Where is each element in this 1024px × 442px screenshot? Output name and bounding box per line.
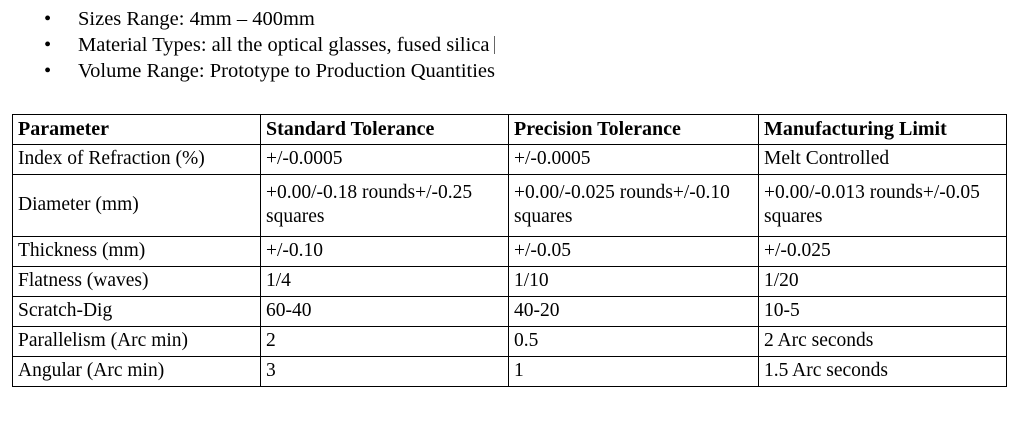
table-row	[13, 145, 1007, 175]
table-row	[13, 237, 1007, 267]
cell-limit: 10-5	[759, 297, 1007, 327]
bullet-icon: •	[44, 8, 52, 30]
text-cursor	[494, 36, 495, 54]
list-item-label: Material Types: all the optical glasses, fused silica	[78, 34, 490, 56]
table-row	[13, 327, 1007, 357]
cell-parameter: Diameter (mm)	[13, 175, 261, 237]
cell-standard: +0.00/-0.18 rounds+/-0.25 squares	[261, 175, 509, 237]
bullet-icon: •	[44, 34, 52, 56]
column-header-precision-tolerance: Precision Tolerance	[509, 115, 759, 145]
cell-precision: 40-20	[509, 297, 759, 327]
bullet-icon: •	[44, 60, 52, 82]
cell-standard: 60-40	[261, 297, 509, 327]
cell-precision: 1/10	[509, 267, 759, 297]
cell-standard: +/-0.10	[261, 237, 509, 267]
table-header-row	[13, 115, 1007, 145]
column-header-parameter: Parameter	[13, 115, 261, 145]
cell-standard: 1/4	[261, 267, 509, 297]
list-item	[0, 58, 1024, 84]
cell-parameter: Thickness (mm)	[13, 237, 261, 267]
cell-parameter: Angular (Arc min)	[13, 357, 261, 387]
cell-standard: +/-0.0005	[261, 145, 509, 175]
table-row	[13, 297, 1007, 327]
cell-limit: Melt Controlled	[759, 145, 1007, 175]
cell-standard: 3	[261, 357, 509, 387]
cell-parameter: Scratch-Dig	[13, 297, 261, 327]
cell-precision: +0.00/-0.025 rounds+/-0.10 squares	[509, 175, 759, 237]
cell-limit: 1/20	[759, 267, 1007, 297]
tolerance-table-container	[12, 114, 1006, 387]
cell-precision: 1	[509, 357, 759, 387]
column-header-standard-tolerance: Standard Tolerance	[261, 115, 509, 145]
cell-limit: 2 Arc seconds	[759, 327, 1007, 357]
list-item-label: Sizes Range: 4mm – 400mm	[78, 8, 315, 30]
specs-bullet-list	[0, 6, 1024, 84]
cell-limit: +/-0.025	[759, 237, 1007, 267]
table-row	[13, 357, 1007, 387]
cell-precision: +/-0.05	[509, 237, 759, 267]
list-item-label: Volume Range: Prototype to Production Quantities	[78, 60, 495, 82]
cell-parameter: Index of Refraction (%)	[13, 145, 261, 175]
list-item	[0, 32, 1024, 58]
column-header-manufacturing-limit: Manufacturing Limit	[759, 115, 1007, 145]
cell-standard: 2	[261, 327, 509, 357]
cell-parameter: Parallelism (Arc min)	[13, 327, 261, 357]
table-row	[13, 175, 1007, 237]
cell-precision: 0.5	[509, 327, 759, 357]
cell-parameter: Flatness (waves)	[13, 267, 261, 297]
cell-limit: 1.5 Arc seconds	[759, 357, 1007, 387]
list-item	[0, 6, 1024, 32]
table-row	[13, 267, 1007, 297]
tolerance-table	[12, 114, 1007, 387]
cell-limit: +0.00/-0.013 rounds+/-0.05 squares	[759, 175, 1007, 237]
cell-precision: +/-0.0005	[509, 145, 759, 175]
